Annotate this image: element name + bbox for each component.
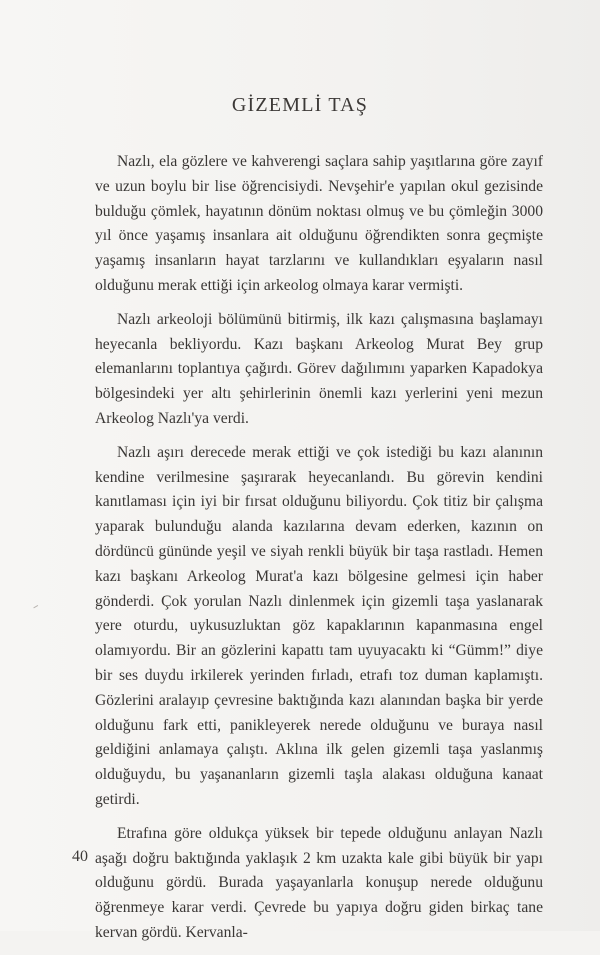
paragraph-4: Etrafına göre oldukça yüksek bir tepede olduğunu anlayan Nazlı aşağı doğru baktığında yaklaşık 2 km uzakta kale gibi büyük bir yapı olduğunu gördü. Burada yaşayanlarla konuşup nerede olduğunu öğrenmeye karar verdi. Çevrede bu yapıya doğru giden birkaç tane kervan gördü. Kervanla- [95, 824, 543, 941]
chapter-title: GİZEMLİ TAŞ [231, 94, 369, 116]
paragraph-3: Nazlı aşırı derecede merak ettiği ve çok istediği bu kazı alanının kendine verilmesine şaşırarak heyecanlandı. Bu görevin kendini kanıtlaması için iyi bir fırsat olduğunu biliyordu. Çok titiz bir çalışma yaparak bulunduğu alanda kazılarına devam ederken, kazının on dördüncü gününde yeşil ve siyah renkli büyük bir taşa rastladı. Hemen kazı başkanı Arkeolog Murat'a kazı bölgesine gelmesi için haber gönderdi. Çok yorulan Nazlı dinlenmek için gizemli taşa yaslanarak yere oturdu, uykusuzluktan göz kapaklarının kapanmasına engel olamıyordu. Bir an gözlerini kapattı tam uyuyacaktı ki “Gümm!” diye bir ses duydu irkilerek yerinden fırladı, etrafı toz duman kaplamıştı. Gözlerini aralayıp çevresine baktığında kazı alanından başka bir yerde olduğunu fark etti, panikleyerek nerede olduğunu ve buraya nasıl geldiğini anlamaya çalıştı. Aklına ilk gelen gizemli taşa yaslanmış olduğuydu, bu yaşananların gizemli taşla alakası olduğuna kanaat getirdi. [95, 443, 543, 808]
page-number: 40 [72, 848, 88, 865]
margin-mark [33, 605, 39, 611]
body-text [95, 150, 543, 955]
paragraph-2: Nazlı arkeoloji bölümünü bitirmiş, ilk kazı çalışmasına başlamayı heyecanla bekliyordu. Kazı başkanı Arkeolog Murat Bey grup elemanlarını toplantıya çağırdı. Görev dağılımını yaparken Kapadokya bölgesindeki yer altı şehirlerinin önemli kazı yerlerini yeni mezun Arkeolog Nazlı'ya verdi. [95, 310, 543, 427]
paragraph-1: Nazlı, ela gözlere ve kahverengi saçlara sahip yaşıtlarına göre zayıf ve uzun boylu bir lise öğrencisiydi. Nevşehir'e yapılan okul gezisinde bulduğu çömlek, hayatının dönüm noktası olmuş ve bu çömleğin 3000 yıl önce yaşamış insanlara ait olduğunu öğrendikten sonra geçmişte yaşamış insanların hayat tarzlarını ve kullandıkları eşyaların nasıl olduğunu merak ettiği için arkeolog olmaya karar vermişti. [95, 153, 543, 294]
